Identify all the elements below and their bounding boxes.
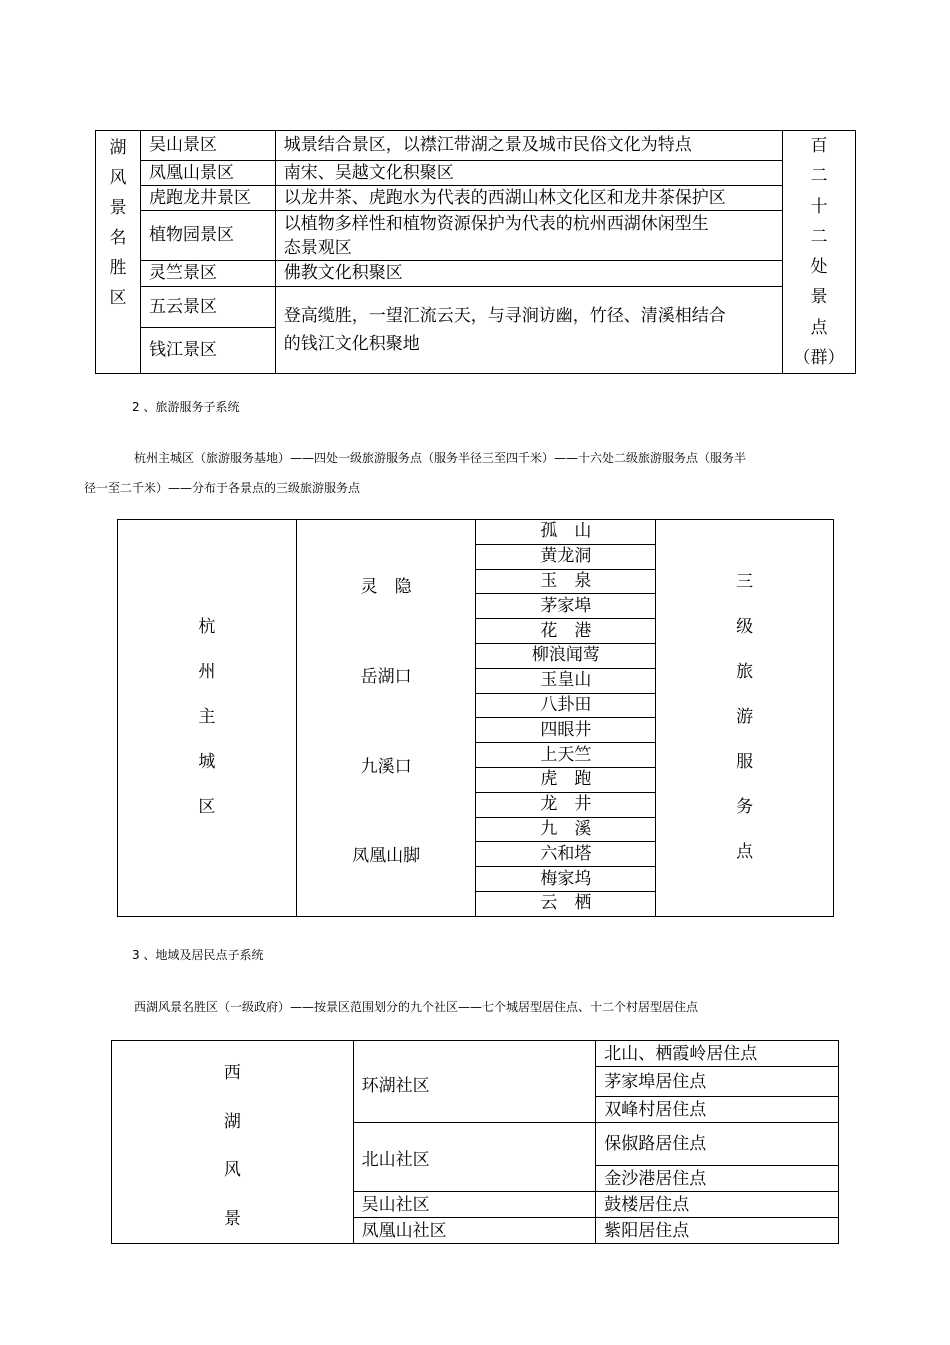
vertical-char: 景 (109, 198, 127, 218)
residential-points-table (111, 1040, 839, 1244)
vertical-char: 湖 (109, 138, 127, 158)
vertical-char: 风 (223, 1160, 241, 1180)
primary-point: 岳湖口 (360, 667, 412, 687)
community-name: 北山社区 (353, 1123, 596, 1192)
vertical-char: 主 (198, 707, 216, 728)
secondary-point: 玉皇山 (476, 668, 656, 693)
scenic-area-desc: 以龙井茶、虎跑水为代表的西湖山林文化区和龙井茶保护区 (275, 186, 782, 211)
vertical-char: 景 (223, 1208, 241, 1229)
community-name: 吴山社区 (353, 1192, 596, 1218)
vertical-char: 二 (810, 226, 828, 247)
vertical-char: 杭 (198, 617, 216, 638)
vertical-char: 名 (109, 228, 127, 248)
secondary-point: 玉 泉 (476, 569, 656, 594)
scenic-area-name: 凤凰山景区 (140, 161, 275, 186)
scenic-area-name: 吴山景区 (140, 131, 275, 161)
secondary-point: 九 溪 (476, 817, 656, 842)
residential-point: 双峰村居住点 (596, 1097, 839, 1123)
main-city-label (118, 520, 297, 917)
vertical-char: 百 (810, 136, 828, 156)
vertical-char: 二 (810, 166, 828, 187)
vertical-char: 点 (810, 317, 828, 338)
residential-point: 紫阳居住点 (596, 1218, 839, 1244)
secondary-point: 虎 跑 (476, 767, 656, 792)
secondary-point: 花 港 (476, 619, 656, 644)
vertical-char: 区 (198, 797, 216, 818)
lake-scenic-area-label (96, 131, 141, 374)
paragraph-line: 杭州主城区（旅游服务基地）——四处一级旅游服务点（服务半径三至四千米）——十六处二级旅游服务点（服务半 (134, 451, 747, 465)
vertical-char: 游 (736, 707, 754, 728)
vertical-char: 务 (736, 797, 754, 818)
desc-line: 登高缆胜，一望汇流云天，与寻涧访幽，竹径、清溪相结合 (283, 306, 726, 327)
vertical-char: 西 (223, 1063, 241, 1083)
desc-line: 态景观区 (283, 237, 352, 258)
secondary-point: 六和塔 (476, 842, 656, 867)
secondary-point: 龙 井 (476, 792, 656, 817)
secondary-point: 茅家埠 (476, 594, 656, 619)
section-2-heading: 2 、旅游服务子系统 (132, 400, 240, 414)
secondary-point: 八卦田 (476, 693, 656, 718)
scenic-area-desc: 佛教文化积聚区 (275, 261, 782, 287)
primary-service-points (296, 520, 476, 917)
vertical-char: 级 (736, 617, 754, 638)
vertical-char: 十 (810, 196, 828, 217)
residential-point: 鼓楼居住点 (596, 1192, 839, 1218)
secondary-point: 梅家坞 (476, 867, 656, 892)
vertical-char: 州 (198, 662, 216, 683)
vertical-char: 服 (736, 752, 754, 773)
section-3-paragraph: 西湖风景名胜区（一级政府）——按景区范围划分的九个社区——七个城居型居住点、十二个村居型居住点 (134, 1000, 699, 1014)
residential-point: 茅家埠居住点 (596, 1067, 839, 1097)
vertical-char: 旅 (736, 662, 754, 683)
desc-line: 以植物多样性和植物资源保护为代表的杭州西湖休闲型生 (283, 213, 709, 234)
secondary-point: 柳浪闻莺 (476, 643, 656, 668)
secondary-point: 孤 山 (476, 520, 656, 545)
west-lake-label (112, 1041, 354, 1244)
section-3-heading: 3 、地域及居民点子系统 (132, 948, 264, 962)
vertical-char: 点 (736, 842, 754, 863)
secondary-point: 黄龙洞 (476, 544, 656, 569)
vertical-char: 城 (198, 752, 216, 773)
paragraph-line: 径一至二千米）——分布于各景点的三级旅游服务点 (84, 481, 361, 495)
scenic-area-name: 钱江景区 (140, 328, 275, 374)
community-name: 环湖社区 (353, 1041, 596, 1123)
secondary-point: 云 栖 (476, 891, 656, 916)
primary-point: 凤凰山脚 (352, 846, 421, 866)
secondary-point: 四眼井 (476, 718, 656, 743)
third-level-service-label (656, 520, 834, 917)
vertical-char: 湖 (223, 1111, 241, 1132)
scenic-area-desc: 城景结合景区，以襟江带湖之景及城市民俗文化为特点 (275, 131, 782, 161)
scenic-area-name: 植物园景区 (140, 211, 275, 261)
residential-point: 北山、栖霞岭居住点 (596, 1041, 839, 1067)
primary-point: 灵 隐 (360, 577, 412, 597)
residential-point: 保俶路居住点 (596, 1123, 839, 1166)
scenic-area-desc (275, 287, 782, 374)
primary-point: 九溪口 (360, 757, 412, 777)
vertical-char: 区 (109, 288, 127, 308)
vertical-char: （群） (793, 348, 845, 369)
scenic-area-name: 虎跑龙井景区 (140, 186, 275, 211)
scenic-spots-count-label (783, 131, 856, 374)
scenic-area-name: 五云景区 (140, 287, 275, 328)
desc-line: 的钱江文化积聚地 (283, 334, 420, 355)
secondary-point: 上天竺 (476, 743, 656, 768)
scenic-area-desc: 南宋、吴越文化积聚区 (275, 161, 782, 186)
section-2-paragraph (84, 443, 864, 503)
community-name: 凤凰山社区 (353, 1218, 596, 1244)
residential-point: 金沙港居住点 (596, 1166, 839, 1192)
vertical-char: 风 (109, 168, 127, 188)
scenic-area-desc (275, 211, 782, 261)
scenic-area-name: 灵竺景区 (140, 261, 275, 287)
scenic-areas-table (95, 130, 856, 374)
vertical-char: 处 (810, 257, 828, 278)
tourism-service-table (117, 519, 834, 917)
vertical-char: 胜 (109, 258, 127, 278)
vertical-char: 景 (810, 287, 828, 308)
vertical-char: 三 (736, 572, 754, 593)
